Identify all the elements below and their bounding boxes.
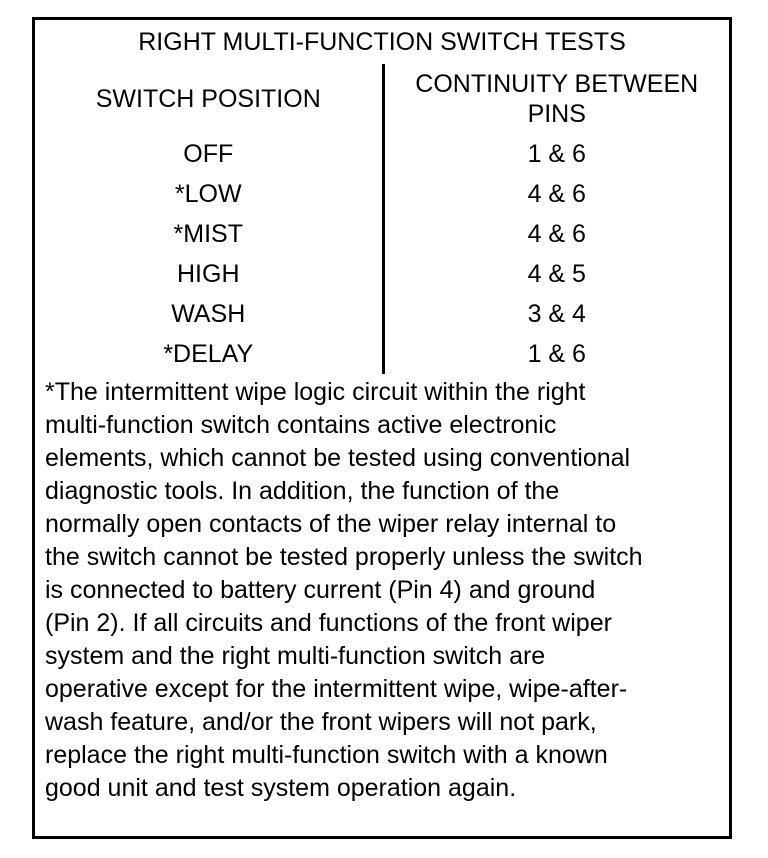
continuity-pins-cell: 4 & 6	[527, 220, 586, 248]
continuity-pins-cell: 1 & 6	[527, 140, 586, 168]
switch-position-cell: WASH	[35, 294, 383, 334]
table-row	[35, 334, 729, 374]
switch-position-cell: *DELAY	[35, 334, 383, 374]
switch-position-cell: *MIST	[35, 214, 383, 254]
switch-tests-table	[35, 20, 729, 374]
table-row	[35, 254, 729, 294]
footnote-text: *The intermittent wipe logic circuit within the right multi-function switch contains active electronic elements, which cannot be tested using conventional diagnostic tools. In addition, the function of the normally open contacts of the wiper relay internal to the switch cannot be tested properly unless the switch is connected to battery current (Pin 4) and ground (Pin 2). If all circuits and functions of the front wiper system and the right multi-function switch are operative except for the intermittent wipe, wipe-after- wash feature, and/or the front wipers will not park, replace the right multi-function switch with a known good unit and test system operation again.	[45, 378, 643, 802]
continuity-pins-cell: 4 & 6	[527, 180, 586, 208]
switch-tests-document	[32, 17, 732, 839]
continuity-pins-cell: 1 & 6	[527, 340, 586, 368]
switch-position-cell: HIGH	[35, 254, 383, 294]
table-header-row	[35, 64, 729, 134]
table-row	[35, 294, 729, 334]
switch-position-cell: *LOW	[35, 174, 383, 214]
continuity-pins-cell: 3 & 4	[527, 300, 586, 328]
table-row	[35, 134, 729, 174]
table-title-row	[35, 20, 729, 64]
continuity-pins-cell: 4 & 5	[527, 260, 586, 288]
column-header-continuity: CONTINUITY BETWEEN PINS	[415, 70, 699, 128]
table-title: RIGHT MULTI-FUNCTION SWITCH TESTS	[138, 28, 626, 56]
switch-position-cell: OFF	[35, 134, 383, 174]
table-row	[35, 214, 729, 254]
column-header-switch-position: SWITCH POSITION	[35, 64, 383, 134]
table-row	[35, 174, 729, 214]
